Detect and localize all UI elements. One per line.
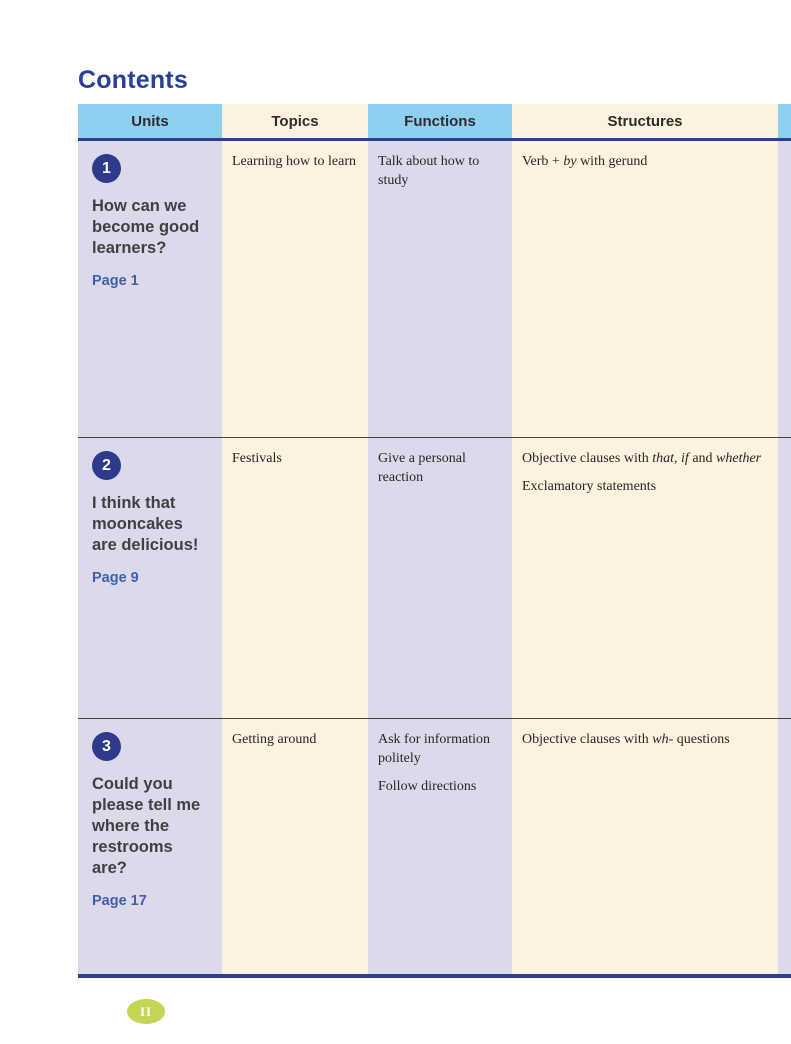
column-header-functions: Functions — [368, 104, 512, 138]
header-edge-strip — [778, 104, 791, 138]
unit-title: How can we become good learners? — [92, 197, 200, 257]
page-number-label: Page 9 — [92, 570, 139, 586]
structures-cell: Verb + by with gerund — [512, 141, 778, 437]
table-row — [78, 438, 791, 718]
table-header-row — [78, 104, 791, 138]
functions-cell: Give a personal reaction — [368, 438, 512, 718]
unit-cell — [78, 141, 222, 437]
column-header-units: Units — [78, 104, 222, 138]
row-separator — [78, 437, 791, 438]
footer-page-number-badge: II — [127, 999, 165, 1024]
topics-cell: Learning how to learn — [222, 141, 368, 437]
table-row — [78, 719, 791, 974]
topics-cell: Festivals — [222, 438, 368, 718]
functions-cell: Ask for information politely Follow directions — [368, 719, 512, 974]
structures-cell: Objective clauses with wh- questions — [512, 719, 778, 974]
unit-cell — [78, 719, 222, 974]
page-number-label: Page 17 — [92, 893, 147, 909]
unit-cell — [78, 438, 222, 718]
contents-table — [78, 104, 791, 978]
unit-title: I think that mooncakes are delicious! — [92, 494, 199, 554]
column-header-topics: Topics — [222, 104, 368, 138]
structures-cell: Objective clauses with that, if and whether Exclamatory statements — [512, 438, 778, 718]
table-row — [78, 141, 791, 437]
table-bottom-rule — [78, 974, 791, 978]
functions-cell: Talk about how to study — [368, 141, 512, 437]
column-header-structures: Structures — [512, 104, 778, 138]
row-edge-strip — [778, 141, 791, 437]
page-title: Contents — [78, 66, 188, 94]
row-edge-strip — [778, 438, 791, 718]
row-separator — [78, 718, 791, 719]
unit-number-badge: 1 — [92, 154, 121, 183]
unit-number-badge: 3 — [92, 732, 121, 761]
row-edge-strip — [778, 719, 791, 974]
page-number-label: Page 1 — [92, 273, 139, 289]
unit-number-badge: 2 — [92, 451, 121, 480]
unit-title: Could you please tell me where the restrooms are? — [92, 775, 201, 877]
topics-cell: Getting around — [222, 719, 368, 974]
